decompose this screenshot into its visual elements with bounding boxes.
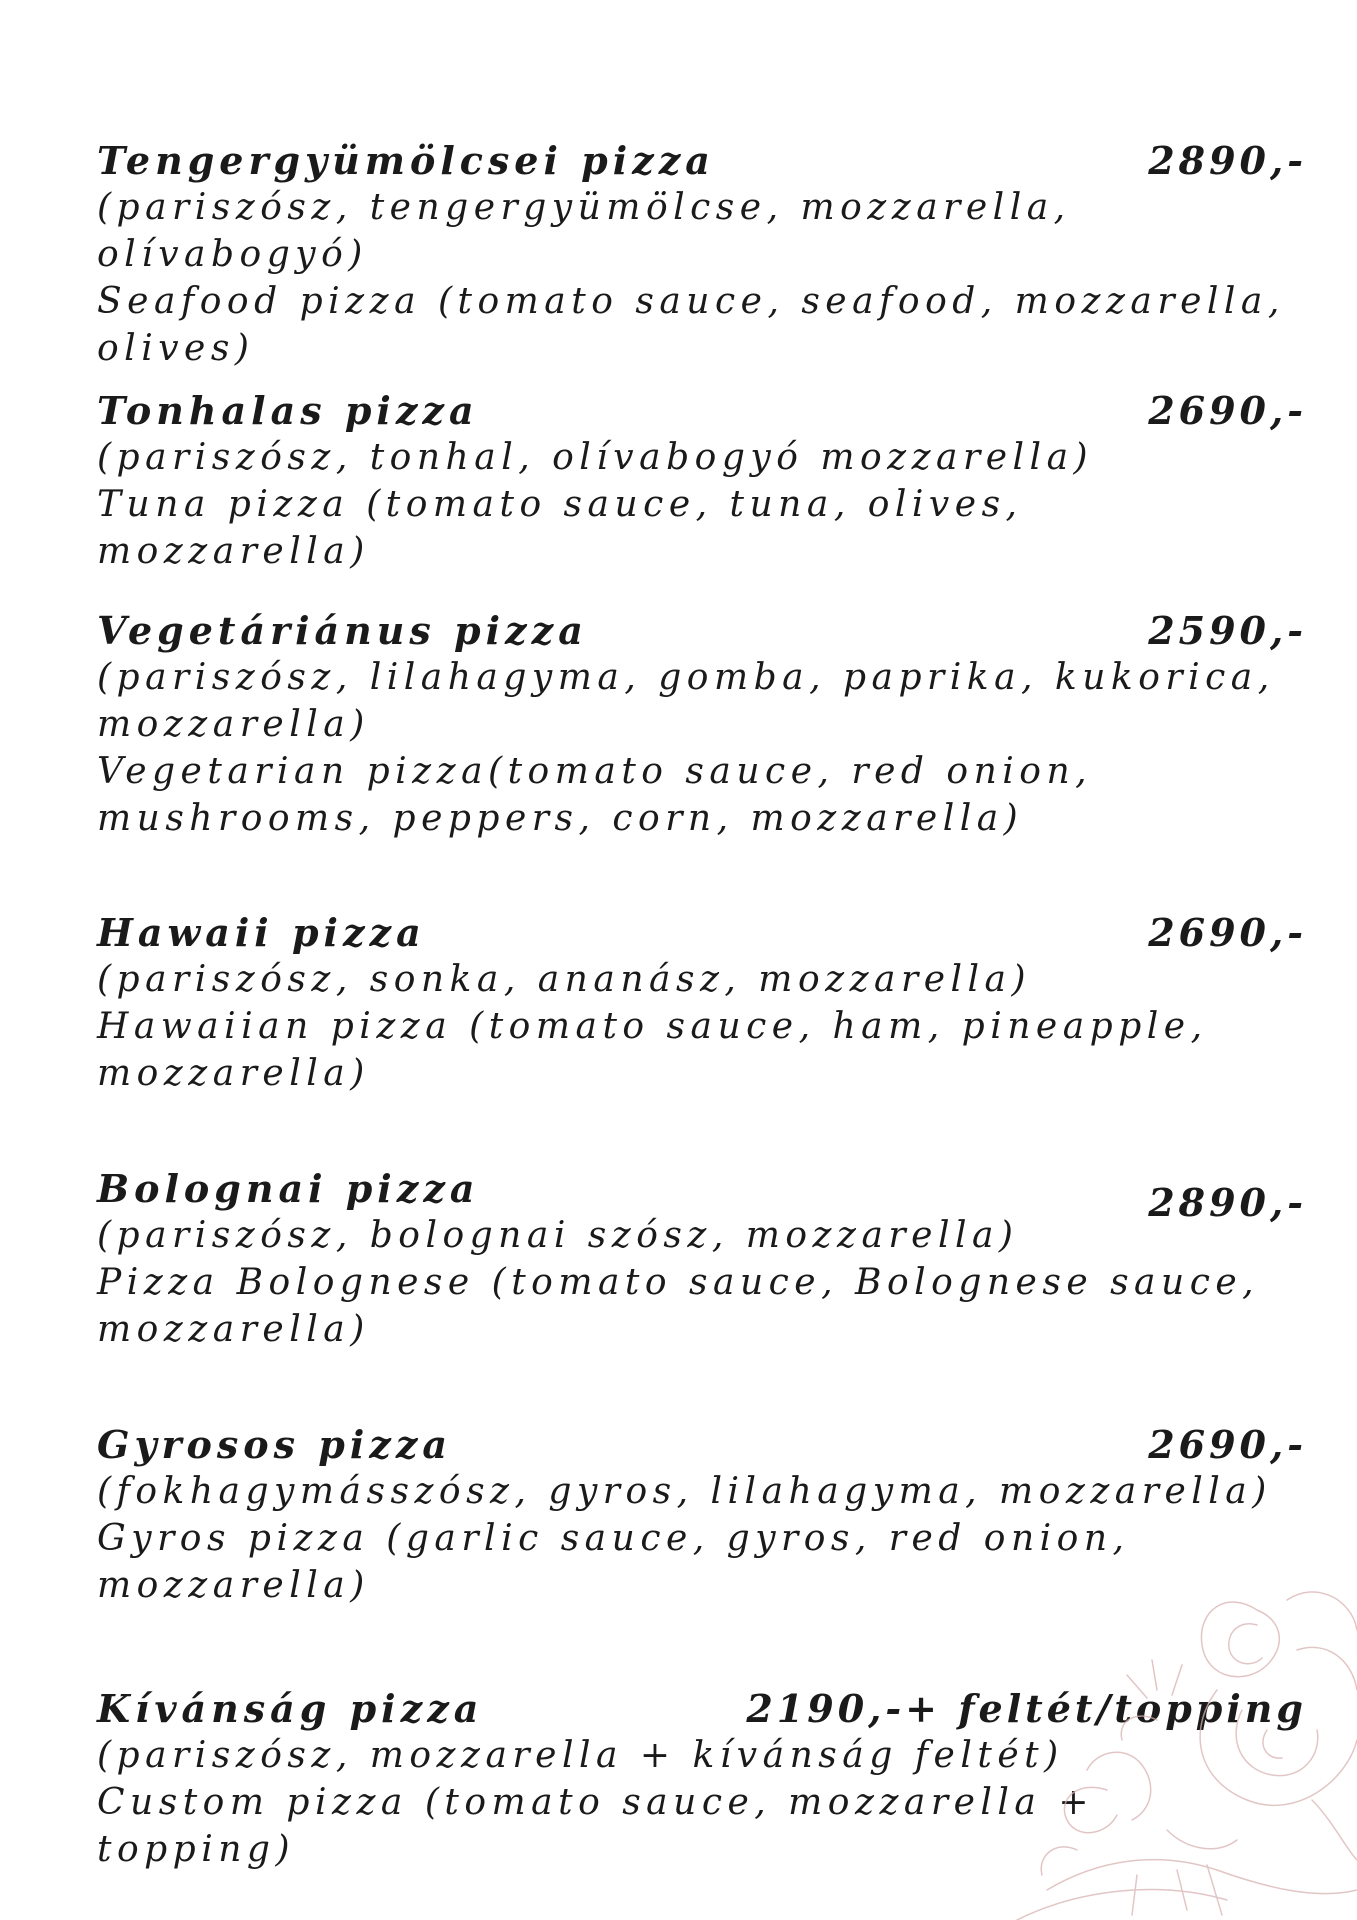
menu-item-hawaii	[97, 910, 1307, 1097]
menu-item-price: 2190,-+ feltét/topping	[746, 1686, 1307, 1731]
menu-item-price: 2890,-	[1148, 138, 1307, 183]
menu-item-bolognese	[97, 1166, 1307, 1353]
menu-item-description-en: Vegetarian pizza(tomato sauce, red onion, mushrooms, peppers, corn, mozzarella)	[97, 751, 1093, 839]
menu-item-header	[97, 910, 1307, 956]
menu-item-description-hu: (pariszósz, bolognai szósz, mozzarella)	[97, 1215, 1019, 1256]
menu-item-description-hu: (pariszósz, sonka, ananász, mozzarella)	[97, 959, 1032, 1000]
menu-item-description-en: Gyros pizza (garlic sauce, gyros, red onion, mozzarella)	[97, 1518, 1130, 1606]
menu-item-price: 2690,-	[1148, 910, 1307, 955]
menu-item-price: 2890,-	[1148, 1180, 1307, 1225]
menu-item-description-en: Tuna pizza (tomato sauce, tuna, olives, mozzarella)	[97, 484, 1023, 572]
menu-item-description-en: Custom pizza (tomato sauce, mozzarella + topping)	[97, 1782, 1094, 1870]
menu-item-name: Tonhalas pizza	[97, 388, 479, 433]
menu-item-tuna	[97, 388, 1307, 575]
menu-item-description-en: Hawaiian pizza (tomato sauce, ham, pineapple, mozzarella)	[97, 1006, 1208, 1094]
menu-item-description-hu: (pariszósz, tengergyümölcse, mozzarella, olívabogyó)	[97, 187, 1071, 275]
menu-item-description-hu: (fokhagymásszósz, gyros, lilahagyma, mozzarella)	[97, 1471, 1272, 1512]
menu-item-price: 2690,-	[1148, 388, 1307, 433]
menu-item-price: 2690,-	[1148, 1422, 1307, 1467]
menu-item-name: Bolognai pizza	[97, 1166, 480, 1211]
menu-item-name: Kívánság pizza	[97, 1686, 484, 1731]
menu-item-name: Gyrosos pizza	[97, 1422, 453, 1467]
menu-item-name: Vegetáriánus pizza	[97, 608, 588, 653]
menu-item-description-hu: (pariszósz, tonhal, olívabogyó mozzarella)	[97, 437, 1094, 478]
menu-item-description-hu: (pariszósz, lilahagyma, gomba, paprika, kukorica, mozzarella)	[97, 657, 1275, 745]
menu-item-price: 2590,-	[1148, 608, 1307, 653]
floral-corner-icon	[957, 1570, 1357, 1920]
menu-item-name: Hawaii pizza	[97, 910, 426, 955]
menu-item-description-hu: (pariszósz, mozzarella + kívánság feltét)	[97, 1735, 1064, 1776]
menu-item-name: Tengergyümölcsei pizza	[97, 138, 715, 183]
menu-item-description-en: Pizza Bolognese (tomato sauce, Bolognese sauce, mozzarella)	[97, 1262, 1260, 1350]
menu-item-header	[97, 608, 1307, 654]
menu-item-header	[97, 1422, 1307, 1468]
menu-item-header	[97, 388, 1307, 434]
menu-item-vegetarian	[97, 608, 1307, 842]
menu-item-header	[97, 138, 1307, 184]
menu-item-description-en: Seafood pizza (tomato sauce, seafood, mozzarella, olives)	[97, 281, 1285, 369]
menu-item-header	[97, 1166, 1307, 1225]
menu-item-seafood	[97, 138, 1307, 372]
